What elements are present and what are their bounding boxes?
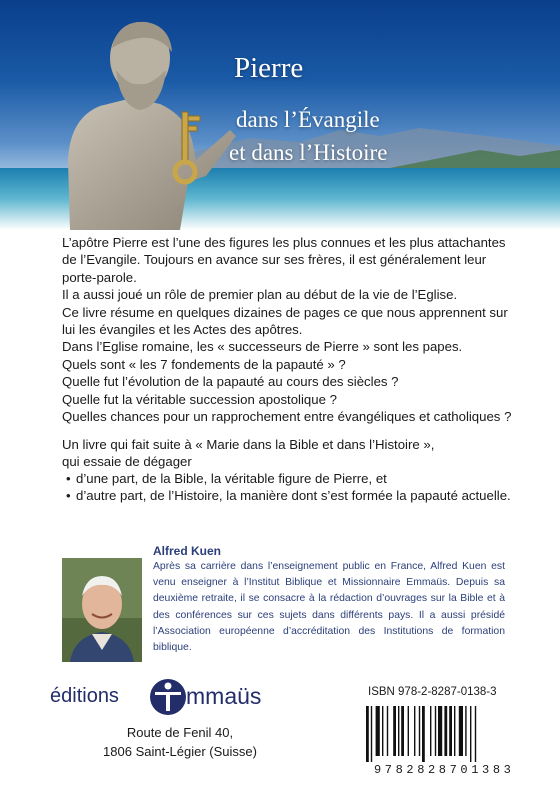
barcode-bar	[376, 706, 380, 756]
description-bullet-list	[62, 470, 522, 505]
barcode-bar	[414, 706, 415, 756]
address-line2: 1806 Saint-Légier (Suisse)	[103, 743, 257, 759]
barcode-bar	[366, 706, 369, 762]
address-line1: Route de Fenil 40,	[126, 725, 234, 740]
barcode-bar	[438, 706, 442, 756]
barcode-bar	[382, 706, 383, 756]
barcode	[362, 706, 512, 762]
book-title-line2: dans l’Évangile	[236, 107, 380, 132]
cover-hero	[0, 0, 560, 230]
book-title-line3: et dans l’Histoire	[229, 140, 388, 165]
logo-text-emmaus: mmaüs	[186, 683, 262, 709]
barcode-bar	[419, 706, 420, 756]
bullet-text: d’autre part, de l’Histoire, la manière dont s’est formée la papauté actuelle.	[76, 488, 511, 504]
description-paragraph: L’apôtre Pierre est l’une des figures les plus connues et les plus attachantes de l’Evangile. Toujours en avance sur ses frères, il est généralement leur porte-parole. Il a aussi joué un rôle de premier plan au début de la vie de l’Eglise. Ce livre résume en quelques dizaines de pages ce que nous apprennent sur lui les évangiles et les Actes des apôtres. Dans l’Eglise romaine, les « successeurs de Pierre » sont les papes. Quels sont « les 7 fondements de la papauté » ? Quelle fut l’évolution de la papauté au cours des siècles ? Quelle fut la véritable succession apostolique ? Quelles chances pour un rapprochement entre évangéliques et catholiques ?	[62, 235, 512, 425]
publisher-logo	[44, 683, 262, 713]
barcode-bar	[387, 706, 388, 756]
barcode-number: 9782828701383	[374, 763, 515, 777]
barcode-bar	[459, 706, 463, 756]
bullet-item	[62, 487, 522, 504]
barcode-bar	[398, 706, 399, 756]
cross-figure-icon	[148, 677, 188, 717]
barcode-bar	[408, 706, 409, 756]
publisher-address	[80, 724, 280, 761]
author-name: Alfred Kuen	[153, 544, 222, 558]
bullet-text: d’une part, de la Bible, la véritable figure de Pierre, et	[76, 471, 387, 486]
description-intro: Un livre qui fait suite à « Marie dans la Bible et dans l’Histoire », qui essaie de dégager	[62, 437, 435, 470]
book-title-line1: Pierre	[234, 52, 304, 84]
bullet-icon: •	[66, 471, 71, 486]
barcode-bar	[475, 706, 476, 762]
barcode-bar	[435, 706, 436, 756]
author-photo	[62, 558, 142, 662]
barcode-bar	[430, 706, 431, 756]
barcode-bar	[371, 706, 372, 762]
barcode-bar	[422, 706, 425, 762]
barcode-bar	[401, 706, 404, 756]
barcode-bar	[393, 706, 396, 756]
barcode-bar	[465, 706, 466, 756]
barcode-bar	[470, 706, 471, 762]
barcode-bar	[449, 706, 452, 756]
barcode-bar	[454, 706, 455, 756]
bullet-item	[62, 470, 522, 487]
author-bio: Après sa carrière dans l’enseignement public en France, Alfred Kuen est venu enseigner à l’Institut Biblique et Missionnaire Emmaüs. Depuis sa deuxième retraite, il se consacre à la rédaction d’ouvrages sur la Bible et à des conférences sur ces sujets dans différents pays. Il a aussi présidé l’Association européenne d’accréditation des Institutions de formation biblique.	[153, 561, 505, 654]
barcode-bar	[444, 706, 447, 756]
logo-text-editions: éditions	[50, 685, 119, 707]
isbn-label: ISBN 978-2-8287-0138-3	[368, 686, 497, 698]
bullet-icon: •	[66, 488, 71, 504]
